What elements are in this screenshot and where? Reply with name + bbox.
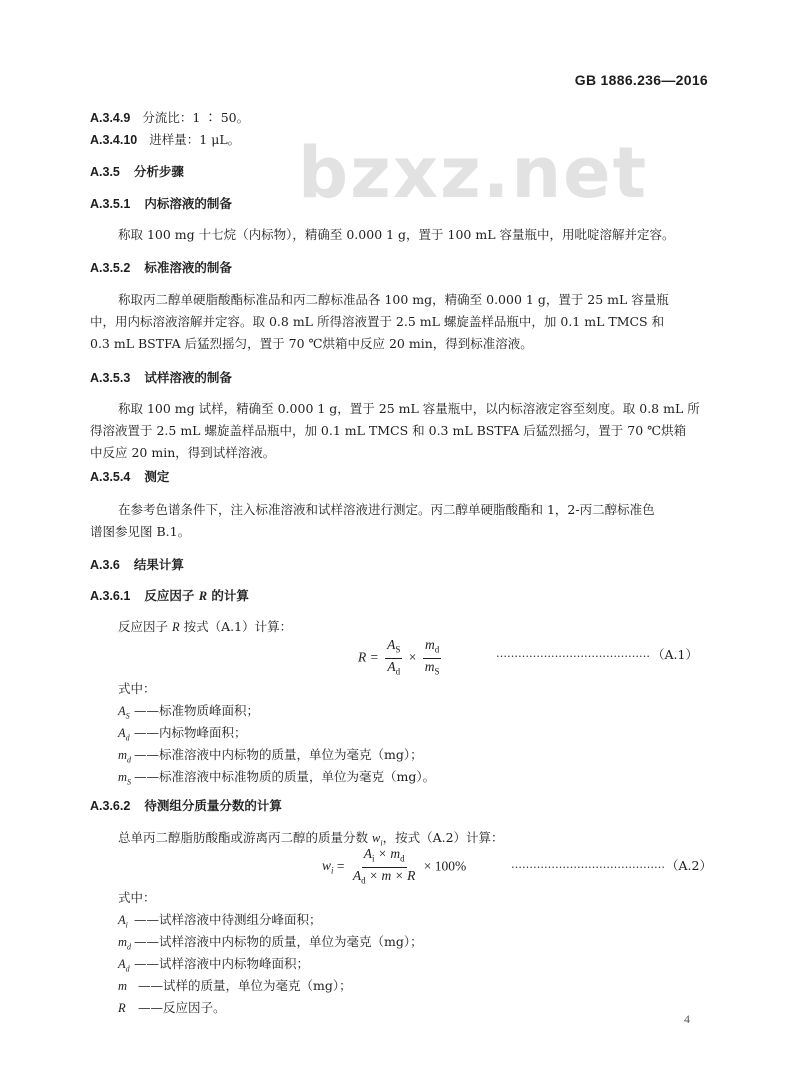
- definition-line: [118, 910, 322, 930]
- def-text: ——标准溶液中内标物的质量，单位为毫克（mg）；: [134, 747, 423, 762]
- equation-a1: [358, 637, 445, 679]
- def-text: ——试样溶液中内标物峰面积；: [134, 956, 310, 971]
- where-label: 式中：: [118, 681, 156, 696]
- heading-number: A.3.5.1: [90, 197, 131, 211]
- definition-line: [118, 723, 247, 743]
- standard-number: GB 1886.236—2016: [574, 72, 708, 88]
- equals-sign: =: [336, 858, 345, 874]
- eq-lhs: R =: [358, 649, 379, 665]
- equation-label: （A.2）: [666, 858, 712, 873]
- clause-text: 进样量：1 μL。: [149, 132, 241, 147]
- fraction-area: [385, 637, 402, 679]
- page-number: 4: [684, 1012, 690, 1026]
- heading-text: 测定: [144, 469, 170, 484]
- equation-intro: [118, 617, 292, 635]
- eq-symbol: A: [363, 846, 372, 861]
- paragraph-line: 在参考色谱条件下，注入标准溶液和试样溶液进行测定。丙二醇单硬脂酸酯和 1，2-丙二醇标准色: [118, 502, 655, 517]
- eq-subscript: S: [434, 666, 440, 677]
- heading-a3-6-1: [90, 586, 249, 604]
- definition-line: [118, 998, 225, 1016]
- paragraph-line: 0.3 mL BSTFA 后猛烈摇匀，置于 70 ℃烘箱中反应 20 min，得到标准溶液。: [90, 336, 533, 351]
- eq-subscript: S: [395, 644, 401, 655]
- equation-leader-dots: ……………………………………: [511, 858, 665, 871]
- clause-number: A.3.4.10: [90, 133, 138, 147]
- def-text: ——内标物峰面积；: [134, 725, 247, 740]
- symbol-w: $w_i$: [372, 831, 383, 848]
- paragraph-line: 称取丙二醇单硬脂酸酯标准品和丙二醇标准品各 100 mg，精确至 0.000 1 g，置于 25 mL 容量瓶: [118, 292, 669, 307]
- clause-a3-4-9: [90, 108, 249, 126]
- eq-symbol: m: [425, 637, 435, 652]
- heading-a3-5-4: [90, 467, 169, 485]
- definition-line: [118, 954, 309, 974]
- paragraph-line: 谱图参见图 B.1。: [90, 524, 191, 539]
- paragraph-line: 得溶液置于 2.5 mL 螺旋盖样品瓶中，加 0.1 mL TMCS 和 0.3 mL BSTFA 后猛烈摇匀，置于 70 ℃烘箱: [90, 423, 687, 438]
- def-symbol: $A_d$: [118, 957, 130, 974]
- paragraph-line: 中，用内标溶液溶解并定容。取 0.8 mL 所得溶液置于 2.5 mL 螺旋盖样品瓶中，加 0.1 mL TMCS 和: [90, 314, 665, 329]
- def-symbol: $A_S$: [118, 704, 130, 721]
- heading-a3-6: [90, 555, 184, 573]
- eq-tail: × 100%: [423, 858, 467, 874]
- heading-a3-5-1: [90, 194, 232, 212]
- definition-line: [118, 701, 259, 721]
- heading-text: 试样溶液的制备: [144, 370, 232, 385]
- eq-subscript: d: [361, 875, 366, 886]
- def-text: ——标准物质峰面积；: [134, 703, 260, 718]
- def-text: ——试样溶液中内标物的质量，单位为毫克（mg）；: [134, 934, 423, 949]
- eq-symbol: A: [387, 637, 396, 652]
- def-text: ——反应因子。: [134, 1000, 226, 1015]
- def-symbol: R: [118, 1001, 126, 1015]
- eq-lhs: $w_i$: [322, 858, 334, 876]
- def-symbol: $m_d$: [118, 748, 132, 765]
- clause-a3-4-10: [90, 130, 240, 148]
- heading-text: 结果计算: [133, 557, 184, 572]
- eq-symbol: m: [424, 658, 435, 674]
- heading-number: A.3.6.1: [90, 589, 131, 603]
- symbol-R: R: [198, 589, 208, 603]
- heading-text: 反应因子: [144, 588, 195, 603]
- definition-line: [118, 976, 352, 994]
- paragraph-line: 称取 100 mg 试样，精确至 0.000 1 g，置于 25 mL 容量瓶中，以内标溶液定容至刻度。取 0.8 mL 所: [118, 401, 700, 416]
- eq-symbol: A: [387, 658, 396, 674]
- heading-a3-5-3: [90, 368, 232, 386]
- def-text: ——试样溶液中待测组分峰面积；: [134, 912, 322, 927]
- intro-text: ，按式（A.2）计算：: [382, 830, 504, 845]
- def-text: ——试样的质量，单位为毫克（mg）；: [134, 978, 352, 993]
- times-sign: ×: [408, 649, 417, 665]
- fraction-main: [351, 846, 417, 888]
- clause-number: A.3.4.9: [90, 111, 131, 125]
- def-symbol: $A_d$: [118, 726, 130, 743]
- heading-number: A.3.5.2: [90, 261, 131, 275]
- definition-line: [118, 767, 435, 787]
- intro-text: 总单丙二醇脂肪酸酯或游离丙二醇的质量分数: [118, 830, 369, 845]
- eq-subscript: d: [395, 666, 401, 677]
- heading-a3-5-2: [90, 258, 232, 276]
- eq-symbol: × m × R: [369, 867, 416, 883]
- eq-symbol: × m: [377, 846, 401, 861]
- watermark: bzxz.net: [298, 132, 649, 214]
- heading-text-tail: 的计算: [211, 588, 249, 603]
- heading-number: A.3.5.4: [90, 470, 131, 484]
- intro-text: 按式（A.1）计算：: [183, 619, 293, 634]
- def-text: ——标准溶液中标准物质的质量，单位为毫克（mg）。: [134, 769, 436, 784]
- equation-intro: [118, 828, 504, 848]
- where-label: 式中：: [118, 890, 156, 905]
- heading-number: A.3.6.2: [90, 799, 131, 813]
- heading-number: A.3.5: [90, 165, 120, 179]
- heading-text: 待测组分质量分数的计算: [144, 798, 282, 813]
- eq-subscript: i: [371, 853, 375, 864]
- heading-a3-5: [90, 162, 184, 180]
- symbol-R: R: [172, 620, 180, 634]
- heading-number: A.3.6: [90, 558, 120, 572]
- def-symbol: m: [118, 979, 128, 993]
- intro-text: 反应因子: [118, 619, 169, 634]
- heading-number: A.3.5.3: [90, 371, 131, 385]
- def-symbol: $m_d$: [118, 935, 132, 952]
- def-symbol: $A_i$: [118, 913, 128, 930]
- heading-text: 分析步骤: [133, 164, 184, 179]
- equation-a2: [322, 846, 466, 888]
- equation-leader-dots: ……………………………………: [496, 647, 650, 660]
- paragraph-line: 称取 100 mg 十七烷（内标物），精确至 0.000 1 g，置于 100 mL 容量瓶中，用吡啶溶解并定容。: [118, 227, 675, 242]
- heading-text: 标准溶液的制备: [144, 260, 232, 275]
- paragraph-line: 中反应 20 min，得到试样溶液。: [90, 445, 276, 460]
- definition-line: [118, 745, 423, 765]
- eq-symbol: A: [352, 867, 362, 883]
- fraction-mass: [423, 637, 442, 679]
- equation-label: （A.1）: [652, 647, 698, 662]
- eq-subscript: d: [434, 644, 440, 655]
- definition-line: [118, 932, 423, 952]
- def-symbol: $m_S$: [118, 770, 132, 787]
- eq-subscript: d: [400, 853, 405, 864]
- heading-a3-6-2: [90, 796, 282, 814]
- heading-text: 内标溶液的制备: [144, 196, 232, 211]
- clause-text: 分流比：1 ∶ 50。: [142, 110, 250, 125]
